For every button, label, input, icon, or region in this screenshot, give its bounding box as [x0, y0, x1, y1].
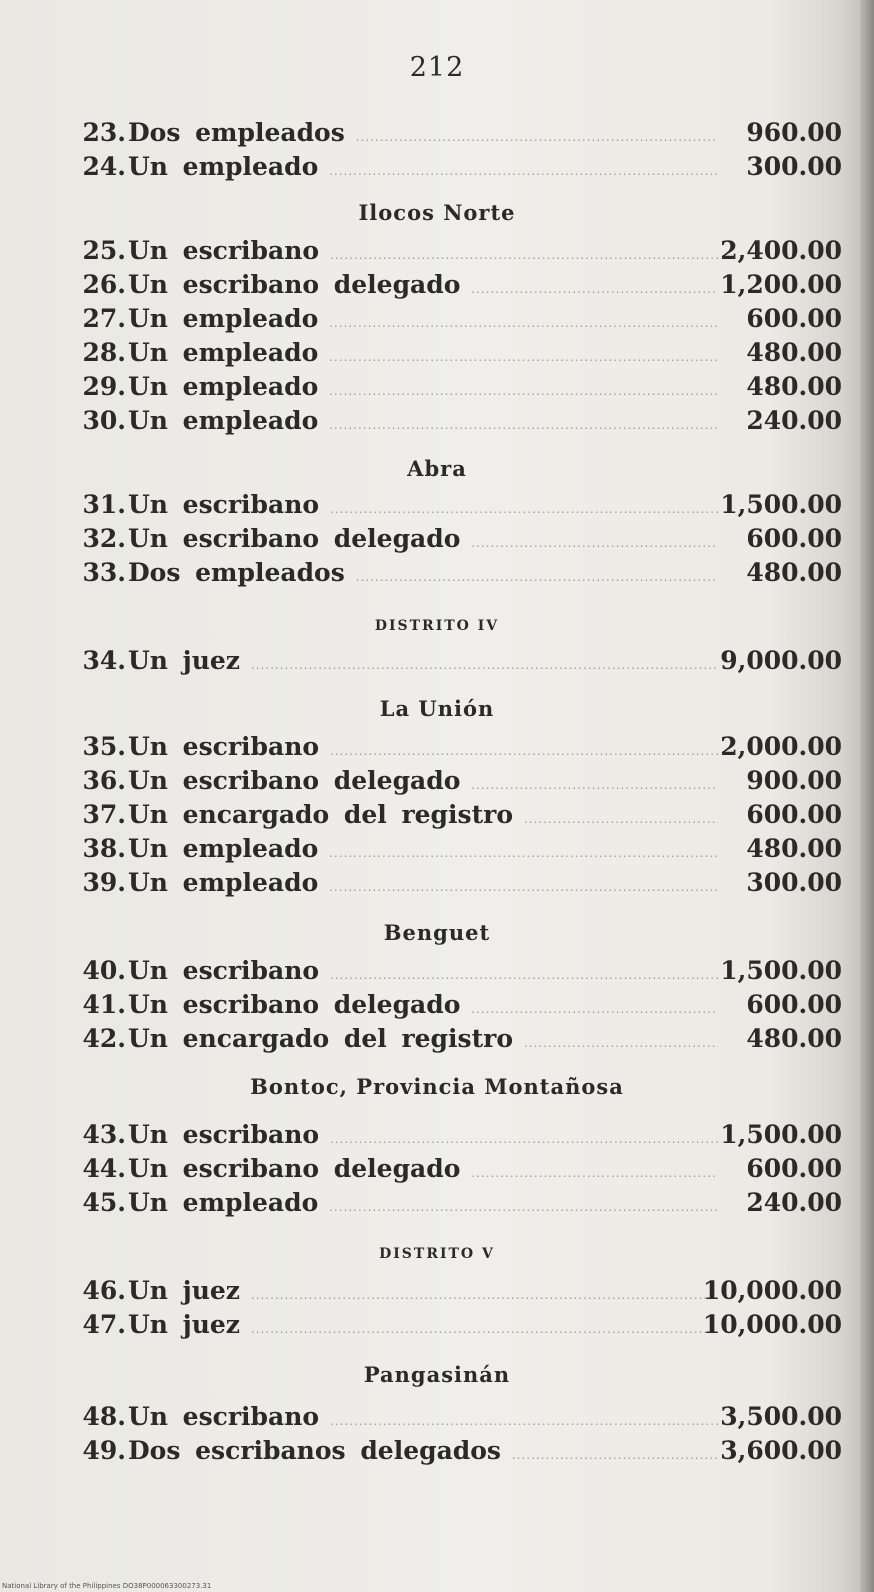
item-description: Un escribano delegado .....	[128, 990, 718, 1019]
item-number: 35.	[82, 732, 126, 761]
item-description: Un empleado .....	[128, 406, 718, 435]
item-number: 42.	[82, 1024, 126, 1053]
list-item	[72, 118, 842, 152]
item-description: Un empleado .....	[128, 1188, 718, 1217]
page-edge-shadow	[860, 0, 874, 1592]
item-number: 44.	[82, 1154, 126, 1183]
item-description: Un empleado .....	[128, 304, 718, 333]
item-number: 23.	[82, 118, 126, 147]
list-item	[72, 524, 842, 558]
item-description: Un empleado .....	[128, 338, 718, 367]
section-heading: Ilocos Norte	[358, 200, 516, 225]
item-number: 31.	[82, 490, 126, 519]
item-amount: 300.00	[746, 152, 842, 181]
list-item	[72, 1024, 842, 1058]
section-heading: DISTRITO IV	[374, 618, 500, 634]
list-item	[72, 1120, 842, 1154]
item-description: Un escribano delegado .....	[128, 1154, 718, 1183]
item-description: Un juez .....	[128, 1276, 718, 1305]
item-number: 43.	[82, 1120, 126, 1149]
item-description: Un empleado .....	[128, 372, 718, 401]
item-amount: 1,200.00	[720, 270, 842, 299]
list-item	[72, 270, 842, 304]
list-item	[72, 338, 842, 372]
item-amount: 960.00	[746, 118, 842, 147]
item-number: 49.	[82, 1436, 126, 1465]
item-amount: 480.00	[746, 1024, 842, 1053]
section-heading: DISTRITO V	[379, 1246, 495, 1262]
item-number: 41.	[82, 990, 126, 1019]
item-description: Un escribano delegado .....	[128, 270, 718, 299]
list-item	[72, 490, 842, 524]
item-amount: 480.00	[746, 834, 842, 863]
item-amount: 1,500.00	[720, 1120, 842, 1149]
item-description: Un escribano .....	[128, 1120, 718, 1149]
item-amount: 480.00	[746, 372, 842, 401]
list-item	[72, 956, 842, 990]
item-amount: 3,500.00	[720, 1402, 842, 1431]
item-number: 46.	[82, 1276, 126, 1305]
list-item	[72, 152, 842, 186]
item-description: Un empleado .....	[128, 834, 718, 863]
item-amount: 10,000.00	[702, 1276, 842, 1305]
item-description: Un empleado .....	[128, 152, 718, 181]
item-amount: 600.00	[746, 800, 842, 829]
item-description: Un juez .....	[128, 646, 718, 675]
item-number: 26.	[82, 270, 126, 299]
list-item	[72, 732, 842, 766]
item-number: 48.	[82, 1402, 126, 1431]
item-amount: 600.00	[746, 990, 842, 1019]
item-number: 25.	[82, 236, 126, 265]
list-item	[72, 834, 842, 868]
list-item	[72, 1188, 842, 1222]
item-description: Dos empleados .....	[128, 118, 718, 147]
item-amount: 2,400.00	[720, 236, 842, 265]
item-description: Un escribano .....	[128, 490, 718, 519]
item-description: Un empleado .....	[128, 868, 718, 897]
item-amount: 1,500.00	[720, 490, 842, 519]
item-description: Un escribano .....	[128, 1402, 718, 1431]
item-amount: 10,000.00	[702, 1310, 842, 1339]
item-description: Un encargado del registro .....	[128, 800, 718, 829]
list-item	[72, 800, 842, 834]
item-description: Un encargado del registro .....	[128, 1024, 718, 1053]
list-item	[72, 406, 842, 440]
section-heading: Abra	[407, 456, 467, 481]
item-description: Dos escribanos delegados .....	[128, 1436, 718, 1465]
list-item	[72, 1154, 842, 1188]
section-heading: Bontoc, Provincia Montañosa	[250, 1074, 624, 1099]
item-number: 40.	[82, 956, 126, 985]
list-item	[72, 646, 842, 680]
list-item	[72, 868, 842, 902]
list-item	[72, 558, 842, 592]
item-number: 34.	[82, 646, 126, 675]
list-item	[72, 766, 842, 800]
item-description: Un escribano delegado .....	[128, 524, 718, 553]
section-heading: Pangasinán	[363, 1362, 511, 1387]
item-number: 39.	[82, 868, 126, 897]
list-item	[72, 1310, 842, 1344]
item-number: 37.	[82, 800, 126, 829]
list-item	[72, 372, 842, 406]
item-amount: 1,500.00	[720, 956, 842, 985]
item-amount: 240.00	[746, 1188, 842, 1217]
list-item	[72, 304, 842, 338]
item-amount: 2,000.00	[720, 732, 842, 761]
item-amount: 240.00	[746, 406, 842, 435]
item-amount: 3,600.00	[720, 1436, 842, 1465]
list-item	[72, 236, 842, 270]
item-description: Un escribano delegado .....	[128, 766, 718, 795]
item-description: Un escribano .....	[128, 956, 718, 985]
item-amount: 9,000.00	[720, 646, 842, 675]
item-number: 45.	[82, 1188, 126, 1217]
item-description: Un juez .....	[128, 1310, 718, 1339]
section-heading: Benguet	[383, 920, 491, 945]
list-item	[72, 1436, 842, 1470]
scan-footer: National Library of the Philippines DO38P000063300273.31	[2, 1582, 212, 1590]
item-number: 30.	[82, 406, 126, 435]
item-number: 24.	[82, 152, 126, 181]
list-item	[72, 1402, 842, 1436]
item-number: 28.	[82, 338, 126, 367]
item-amount: 600.00	[746, 524, 842, 553]
item-amount: 600.00	[746, 304, 842, 333]
item-amount: 600.00	[746, 1154, 842, 1183]
item-amount: 300.00	[746, 868, 842, 897]
item-number: 38.	[82, 834, 126, 863]
item-number: 29.	[82, 372, 126, 401]
item-description: Dos empleados .....	[128, 558, 718, 587]
list-item	[72, 1276, 842, 1310]
item-amount: 900.00	[746, 766, 842, 795]
page-number: 212	[409, 52, 465, 83]
section-heading: La Unión	[379, 696, 495, 721]
item-number: 36.	[82, 766, 126, 795]
item-amount: 480.00	[746, 558, 842, 587]
item-description: Un escribano .....	[128, 732, 718, 761]
item-description: Un escribano .....	[128, 236, 718, 265]
item-number: 27.	[82, 304, 126, 333]
item-number: 47.	[82, 1310, 126, 1339]
item-amount: 480.00	[746, 338, 842, 367]
item-number: 32.	[82, 524, 126, 553]
list-item	[72, 990, 842, 1024]
item-number: 33.	[82, 558, 126, 587]
